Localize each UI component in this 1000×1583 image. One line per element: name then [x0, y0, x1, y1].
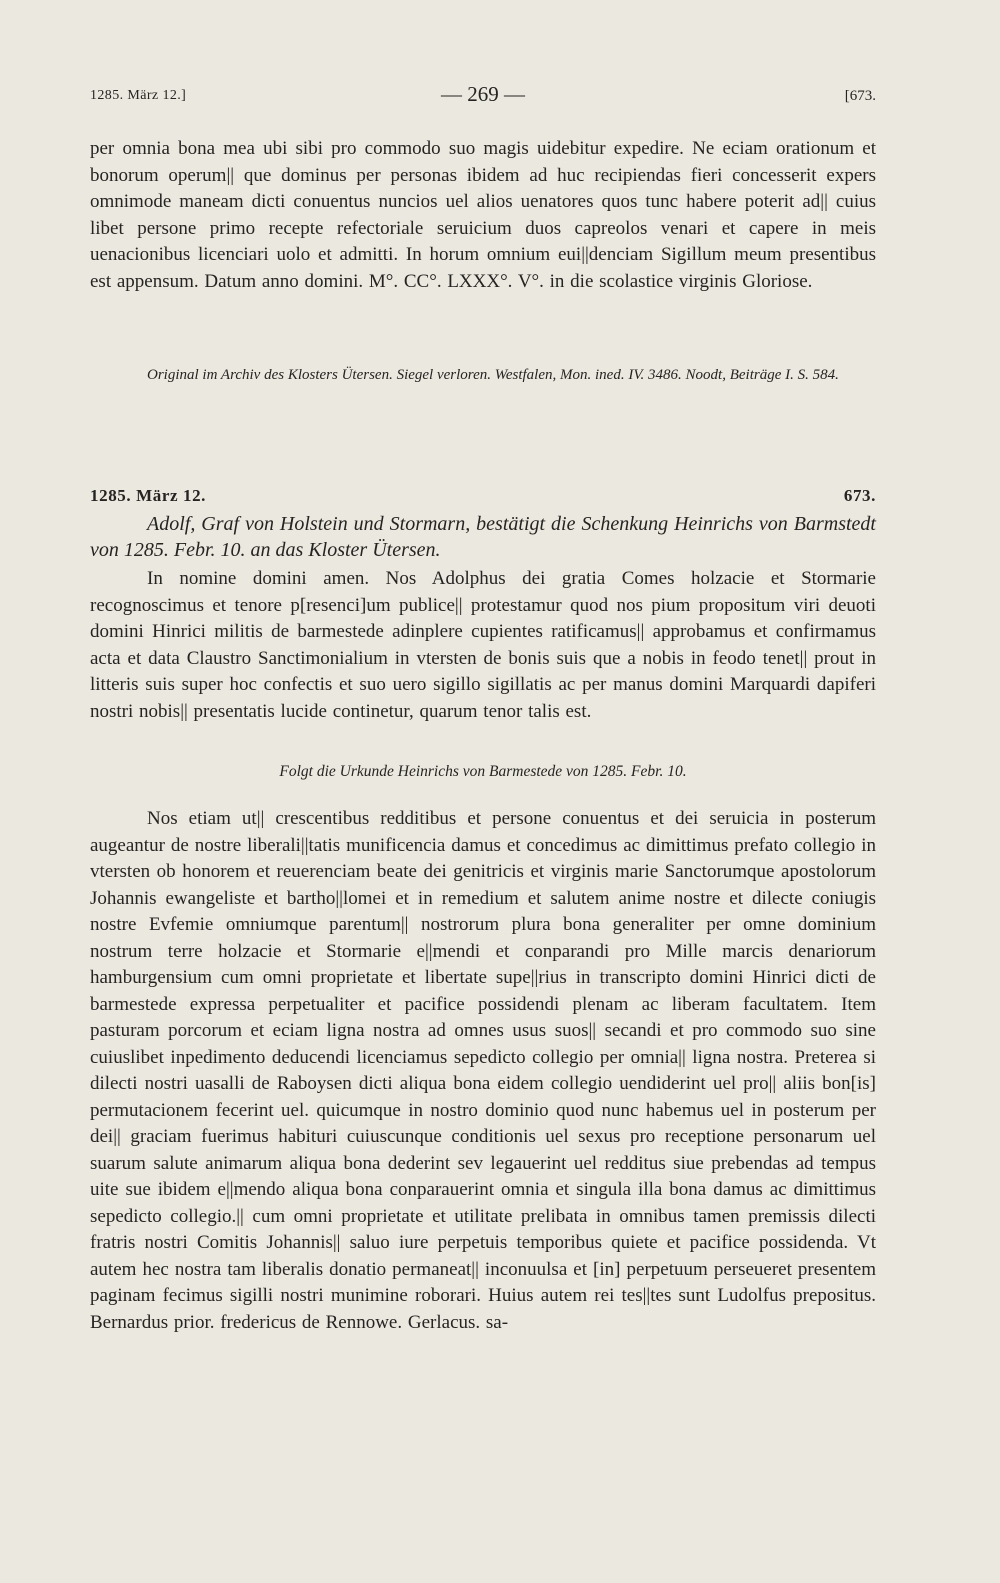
intro-text: In nomine domini amen. Nos Adolphus dei gratia Comes holzacie et Stormarie recognoscimus et tenore p[resenci]um publice|| protestamur quod nos pium propositum viri deuoti domini Hinrici militis de barmestede adinplere cupientes ratificamus|| approbamus et confirmamus acta et data Claustro Sanctimonialium in vtersten de bonis suis que a nobis in feodo tenet|| prout in litteris suis super hoc confectis et suo uero sigillo sigillatis ac per manus domini Marquardi dapiferi nostri nobis|| presentatis lucide continetur, quarum tenor talis est. [90, 568, 876, 722]
insert-note: Folgt die Urkunde Heinrichs von Barmestede von 1285. Febr. 10. [279, 763, 687, 780]
continuation-paragraph [90, 136, 876, 295]
main-text: Nos etiam ut|| crescentibus redditibus et persone conuentus et dei seruicia in posterum augeantur de nostre liberali||tatis munificencia damus et concedimus ac dimittimus prefato collegio in vtersten ob honorem et reuerenciam beate dei genitricis et virginis marie Sanctorumque apostolorum Johannis ewangeliste et bartho||lomei et in remedium et salutem anime nostre et dilecte coniugis nostre Evfemie omniumque parentum|| nostrorum plura bona generaliter per omne dominium nostrum terre holzacie et Stormarie e||mendi et conparandi pro Mille marcis denariorum hamburgensium cum omni proprietate et libertate supe||rius in transcripto domini Hinrici dicti de barmestede expressa perpetualiter et pacifice possidendi plenam ac liberam facultatem. Item pasturam porcorum et eciam ligna nostra ad omnes usus suos|| secandi et pro commodo suo sine cuiuslibet inpedimento deducendi licenciamus sepedicto collegio per omnia|| ligna nostra. Preterea si dilecti nostri uasalli de Raboysen dicti aliqua bona eidem collegio uendiderint uel pro|| aliis bon[is] permutacionem fecerint uel. quicumque in nostro dominio quod nunc habemus uel in posterum per dei|| graciam fuerimus habituri cuiuscunque conditionis uel sexus pro receptione personarum uel suarum salute animarum aliqua bona dederint sev legauerint uel redditus siue prebendas ad tempus uite sue ibidem e||mendo aliqua bona conparauerint omnia et singula illa bona damus ac dimittimus sepedicto collegio.|| cum omni proprietate et utilitate prelibata in omnibus tamen premissis dilecti fratris nostri Comitis Johannis|| saluo iure perpetuis temporibus quiete et pacifice possidenda. Vt autem hec nostra tam liberalis donatio permaneat|| inconuulsa et [in] perpetuum perseueret presentem paginam fecimus sigilli nostri munimine roborari. Huius autem rei tes||tes sunt Ludolfus prepositus. Bernardus prior. fredericus de Rennowe. Gerlacus. sa- [90, 808, 876, 1333]
document-date: 1285. März 12. [90, 486, 207, 505]
running-head-doc-number: [673. [844, 88, 876, 104]
document-header [90, 486, 876, 510]
running-head [90, 82, 876, 112]
source-note: Original im Archiv des Klosters Ütersen. Siegel verloren. Westfalen, Mon. ined. IV. 3486. Noodt, Beiträge I. S. 584. [147, 367, 839, 383]
running-head-date: 1285. März 12.] [90, 88, 187, 103]
continuation-text: per omnia bona mea ubi sibi pro commodo suo magis uidebitur expedire. Ne eciam orationum et bonorum operum|| que dominus per personas ibidem ad huc recipiendas fieri concesserit expers omnimode maneam dicti conuentus nuncios uel alios uenatores quos tunc habere poterit ad|| cuius libet persone primo recepte refectoriale seruicium duos capreolos venari et capere in meis uenacionibus licenciari uolo et admitti. In horum omnium eui||denciam Sigillum meum presentibus est appensum. Datum anno domini. M°. CC°. LXXX°. V°. in die scolastice virginis Gloriose. [90, 138, 876, 292]
main-paragraph [90, 806, 876, 1336]
document-number: 673. [843, 486, 876, 505]
document-regest: Adolf, Graf von Holstein und Stormarn, bestätigt die Schenkung Heinrichs von Barmstedt von 1285. Febr. 10. an das Kloster Ütersen. [90, 513, 876, 561]
intro-paragraph [90, 566, 876, 725]
page-number: — 269 — [441, 82, 525, 106]
